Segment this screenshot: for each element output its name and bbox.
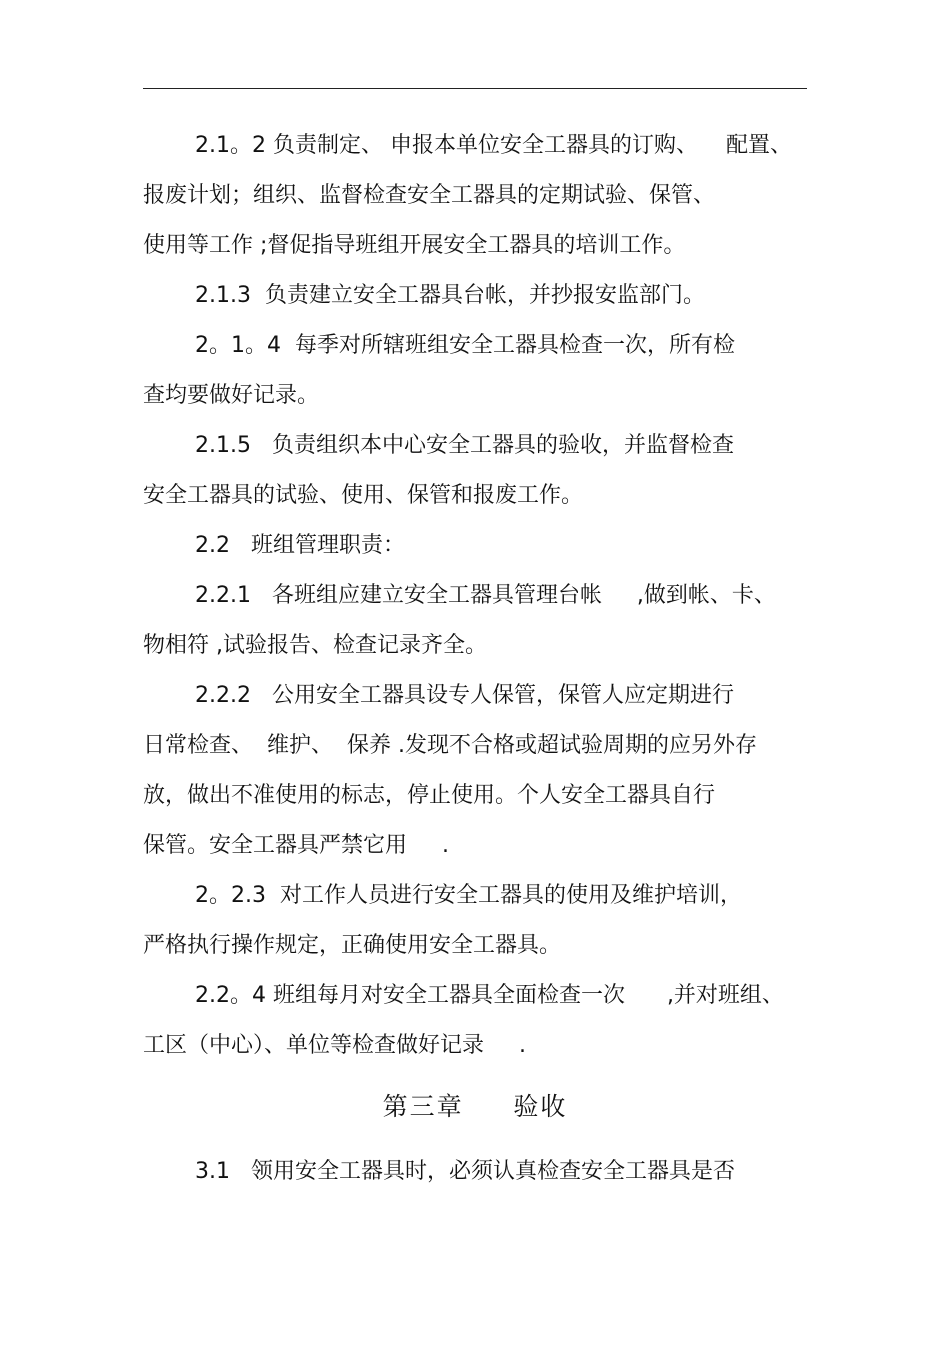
- section-heading: 2.2 班组管理职责：: [195, 533, 405, 558]
- paragraph-line: 查均要做好记录。: [143, 383, 320, 408]
- paragraph-line: 工区（中心）、单位等检查做好记录 .: [143, 1033, 526, 1058]
- paragraph-line: 3.1 领用安全工器具时，必须认真检查安全工器具是否: [195, 1159, 735, 1184]
- paragraph-line: 安全工器具的试验、使用、保管和报废工作。: [143, 483, 584, 508]
- paragraph-line: 保管。安全工器具严禁它用 .: [143, 833, 449, 858]
- paragraph-line: 物相符 ,试验报告、检查记录齐全。: [143, 633, 487, 658]
- paragraph-line: 报废计划；组织、监督检查安全工器具的定期试验、保管、: [143, 183, 716, 208]
- chapter-heading: 第三章 验收: [382, 1092, 568, 1121]
- header-rule: [143, 88, 807, 89]
- paragraph-line: 严格执行操作规定，正确使用安全工器具。: [143, 933, 562, 958]
- paragraph-line: 2.1.3 负责建立安全工器具台帐，并抄报安监部门。: [195, 283, 705, 308]
- paragraph-line: 2.2.2 公用安全工器具设专人保管，保管人应定期进行: [195, 683, 734, 708]
- paragraph-line: 放，做出不准使用的标志，停止使用。个人安全工器具自行: [143, 783, 716, 808]
- paragraph-line: 2。2.3 对工作人员进行安全工器具的使用及维护培训，: [195, 883, 742, 908]
- paragraph-line: 日常检查、 维护、 保养 .发现不合格或超试验周期的应另外存: [143, 733, 757, 758]
- paragraph-line: 使用等工作 ;督促指导班组开展安全工器具的培训工作。: [143, 233, 686, 258]
- paragraph-line: 2.2.1 各班组应建立安全工器具管理台帐 ,做到帐、卡、: [195, 583, 776, 608]
- paragraph-line: 2。1。4 每季对所辖班组安全工器具检查一次，所有检: [195, 333, 735, 358]
- paragraph-line: 2.1.5 负责组织本中心安全工器具的验收，并监督检查: [195, 433, 734, 458]
- paragraph-line: 2.1。2 负责制定、 申报本单位安全工器具的订购、 配置、: [195, 133, 792, 158]
- paragraph-line: 2.2。4 班组每月对安全工器具全面检查一次 ,并对班组、: [195, 983, 784, 1008]
